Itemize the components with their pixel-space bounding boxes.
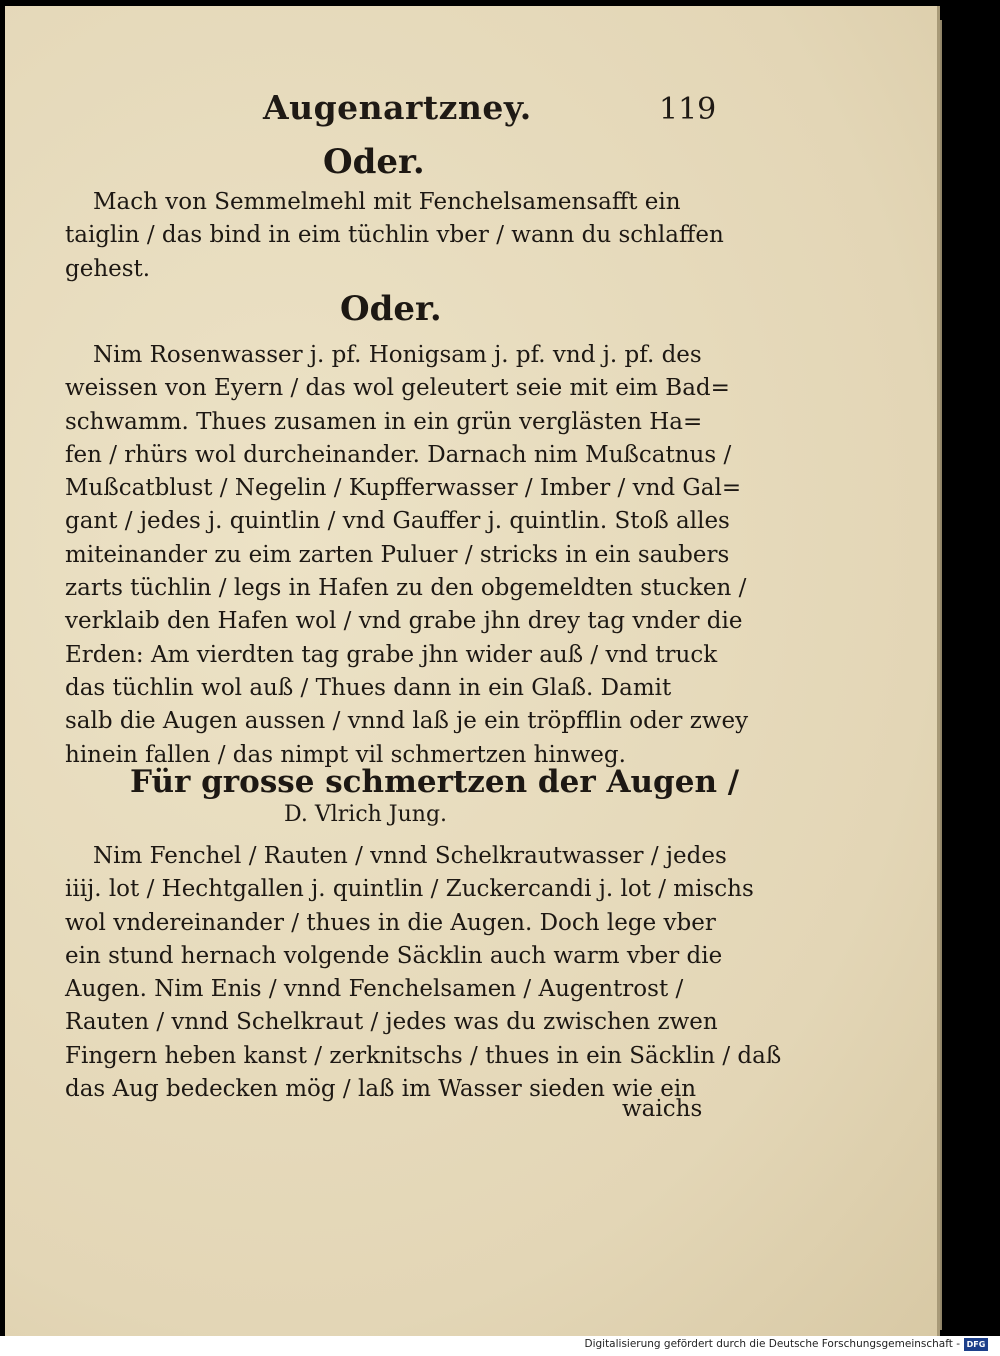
text-line: hinein fallen / das nimpt vil schmertzen hinweg. xyxy=(65,741,626,768)
text-line: iiij. lot / Hechtgallen j. quintlin / Zuckercandi j. lot / mischs xyxy=(65,876,754,903)
text-line: das Aug bedecken mög / laß im Wasser sieden wie ein xyxy=(65,1076,697,1103)
running-head: Augenartzney. xyxy=(263,88,532,127)
text-line: Mach von Semmelmehl mit Fenchelsamensafft ein xyxy=(93,189,681,215)
text-line: ein stund hernach volgende Säcklin auch warm vber die xyxy=(65,942,723,969)
text-line: weissen von Eyern / das wol geleutert seie mit eim Bad= xyxy=(65,375,730,402)
catchword: waichs xyxy=(622,1096,703,1122)
text-line: Rauten / vnnd Schelkraut / jedes was du zwischen zwen xyxy=(65,1009,718,1036)
text-line: Nim Fenchel / Rauten / vnnd Schelkrautwasser / jedes xyxy=(93,843,727,869)
text-line: zarts tüchlin / legs in Hafen zu den obgemeldten stucken / xyxy=(65,575,747,602)
text-line: Mußcatblust / Negelin / Kupfferwasser / Imber / vnd Gal= xyxy=(65,475,742,502)
text-line: schwamm. Thues zusamen in ein grün verglästen Ha= xyxy=(65,408,703,435)
text-line: Nim Rosenwasser j. pf. Honigsam j. pf. vnd j. pf. des xyxy=(93,342,702,368)
section-heading-1: Oder. xyxy=(323,142,425,182)
footer-credit: Digitalisierung gefördert durch die Deutsche Forschungsgemeinschaft - xyxy=(584,1338,960,1350)
text-line: das tüchlin wol auß / Thues dann in ein Glaß. Damit xyxy=(65,674,672,701)
book-page xyxy=(5,6,940,1336)
text-line: verklaib den Hafen wol / vnd grabe jhn drey tag vnder die xyxy=(65,608,743,635)
section-body-1 xyxy=(65,186,724,286)
text-line: gant / jedes j. quintlin / vnd Gauffer j. quintlin. Stoß alles xyxy=(65,508,730,535)
page-number: 119 xyxy=(659,92,717,127)
text-line: Augen. Nim Enis / vnnd Fenchelsamen / Augentrost / xyxy=(65,976,684,1003)
text-line: miteinander zu eim zarten Puluer / stricks in ein saubers xyxy=(65,541,730,568)
text-line: Fingern heben kanst / zerknitschs / thues in ein Säcklin / daß xyxy=(65,1042,782,1069)
section-heading-2: Oder. xyxy=(340,289,442,329)
section-subheading-3: D. Vlrich Jung. xyxy=(284,802,448,827)
section-heading-3: Für grosse schmertzen der Augen / xyxy=(130,764,740,800)
text-line: Erden: Am vierdten tag grabe jhn wider auß / vnd truck xyxy=(65,641,718,668)
section-body-3 xyxy=(65,840,782,1106)
text-line: salb die Augen aussen / vnnd laß je ein tröpfflin oder zwey xyxy=(65,708,749,735)
text-line: wol vndereinander / thues in die Augen. Doch lege vber xyxy=(65,909,716,936)
text-line: taiglin / das bind in eim tüchlin vber / wann du schlaffen xyxy=(65,222,724,249)
dfg-logo: DFG xyxy=(964,1338,988,1351)
text-line: fen / rhürs wol durcheinander. Darnach nim Mußcatnus / xyxy=(65,441,732,468)
section-body-2 xyxy=(65,339,749,772)
text-line: gehest. xyxy=(65,255,151,282)
